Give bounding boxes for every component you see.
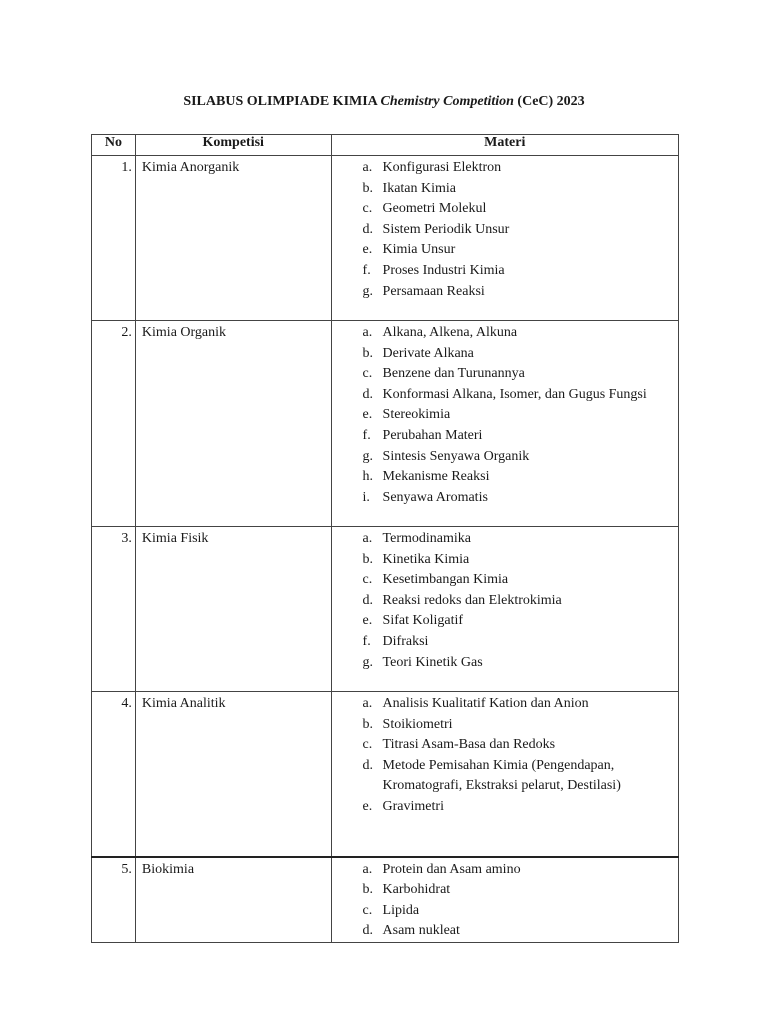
row-materi: [331, 156, 678, 321]
item-marker: b.: [362, 716, 374, 732]
list-item: [332, 199, 678, 220]
list-item: [332, 694, 678, 715]
list-item: [332, 488, 678, 509]
item-text: Sintesis Senyawa Organik: [382, 448, 530, 464]
item-text: Difraksi: [382, 633, 429, 649]
item-marker: d.: [362, 221, 374, 237]
table-header-row: [92, 135, 679, 156]
item-text: Geometri Molekul: [382, 201, 487, 217]
list-item: [332, 344, 678, 365]
row-materi: [331, 527, 678, 692]
item-text: Kinetika Kimia: [382, 551, 470, 567]
table-row: [92, 321, 679, 527]
list-item: [332, 632, 678, 653]
item-marker: g.: [362, 654, 374, 670]
item-text: Metode Pemisahan Kimia (Pengendapan, Kromatografi, Ekstraksi pelarut, Destilasi): [382, 757, 621, 794]
list-item: [332, 921, 678, 942]
table-row: [92, 156, 679, 321]
title-part-3: (CeC) 2023: [517, 94, 585, 109]
item-text: Asam nukleat: [382, 923, 460, 939]
item-marker: c.: [362, 902, 373, 918]
item-text: Stoikiometri: [382, 716, 453, 732]
item-text: Perubahan Materi: [382, 427, 483, 443]
list-item: [332, 364, 678, 385]
item-marker: a.: [362, 861, 373, 877]
item-text: Persamaan Reaksi: [382, 283, 485, 299]
item-marker: b.: [362, 551, 374, 567]
item-text: Alkana, Alkena, Alkuna: [382, 325, 518, 340]
item-marker: d.: [362, 386, 374, 402]
item-marker: a.: [362, 160, 373, 175]
item-marker: g.: [362, 448, 374, 464]
list-item: [332, 735, 678, 756]
item-marker: a.: [362, 531, 373, 546]
item-text: Reaksi redoks dan Elektrokimia: [382, 592, 562, 608]
row-kompetisi: Kimia Analitik: [135, 692, 331, 857]
item-marker: c.: [362, 572, 373, 588]
item-text: Derivate Alkana: [382, 345, 474, 361]
item-marker: f.: [362, 633, 371, 649]
item-text: Kimia Unsur: [382, 242, 456, 258]
row-kompetisi: Kimia Organik: [135, 321, 331, 527]
item-text: Stereokimia: [382, 407, 451, 423]
item-marker: a.: [362, 325, 373, 340]
item-text: Protein dan Asam amino: [382, 861, 521, 877]
table-row: [92, 527, 679, 692]
list-item: [332, 240, 678, 261]
row-kompetisi: Kimia Fisik: [135, 527, 331, 692]
row-no: 2.: [92, 321, 136, 527]
list-item: [332, 261, 678, 282]
list-item: [332, 447, 678, 468]
item-marker: c.: [362, 366, 373, 382]
item-marker: d.: [362, 923, 374, 939]
list-item: [332, 901, 678, 922]
item-marker: i.: [362, 489, 370, 505]
list-item: [332, 385, 678, 406]
item-text: Senyawa Aromatis: [382, 489, 488, 505]
item-marker: e.: [362, 407, 373, 423]
item-marker: e.: [362, 798, 373, 814]
item-marker: b.: [362, 345, 374, 361]
item-text: Kesetimbangan Kimia: [382, 572, 509, 588]
item-text: Sifat Koligatif: [382, 613, 464, 629]
table-row: [92, 692, 679, 857]
header-materi: Materi: [331, 135, 678, 156]
list-item: [332, 467, 678, 488]
row-kompetisi: Kimia Anorganik: [135, 156, 331, 321]
row-no: 1.: [92, 156, 136, 321]
list-item: [332, 282, 678, 303]
item-marker: a.: [362, 696, 373, 711]
list-item: [332, 860, 678, 881]
item-text: Konfigurasi Elektron: [382, 160, 502, 175]
item-marker: f.: [362, 427, 371, 443]
item-text: Ikatan Kimia: [382, 180, 457, 196]
row-materi: [331, 692, 678, 857]
item-marker: b.: [362, 882, 374, 898]
item-text: Termodinamika: [382, 531, 471, 546]
item-marker: e.: [362, 613, 373, 629]
item-text: Karbohidrat: [382, 882, 451, 898]
item-text: Analisis Kualitatif Kation dan Anion: [382, 696, 589, 711]
item-text: Teori Kinetik Gas: [382, 654, 483, 670]
item-marker: c.: [362, 201, 373, 217]
list-item: [332, 405, 678, 426]
item-text: Titrasi Asam-Basa dan Redoks: [382, 737, 556, 753]
item-text: Lipida: [382, 902, 420, 918]
row-materi: [331, 321, 678, 527]
list-item: [332, 611, 678, 632]
item-marker: h.: [362, 469, 374, 485]
list-item: [332, 426, 678, 447]
row-no: 4.: [92, 692, 136, 857]
list-item: [332, 323, 678, 344]
list-item: [332, 179, 678, 200]
item-text: Proses Industri Kimia: [382, 262, 505, 278]
header-no: No: [92, 135, 136, 156]
page-title: [0, 94, 768, 110]
list-item: [332, 220, 678, 241]
row-materi: [331, 857, 678, 943]
item-marker: d.: [362, 592, 374, 608]
list-item: [332, 756, 678, 797]
item-marker: b.: [362, 180, 374, 196]
row-no: 5.: [92, 857, 136, 943]
title-part-2: Chemistry Competition: [380, 94, 514, 109]
item-marker: g.: [362, 283, 374, 299]
list-item: [332, 880, 678, 901]
row-no: 3.: [92, 527, 136, 692]
item-marker: d.: [362, 757, 374, 773]
item-text: Benzene dan Turunannya: [382, 366, 525, 382]
item-text: Sistem Periodik Unsur: [382, 221, 510, 237]
item-text: Konformasi Alkana, Isomer, dan Gugus Fungsi: [382, 386, 647, 402]
item-marker: f.: [362, 262, 371, 278]
list-item: [332, 591, 678, 612]
list-item: [332, 715, 678, 736]
header-kompetisi: Kompetisi: [135, 135, 331, 156]
list-item: [332, 550, 678, 571]
syllabus-table: [91, 134, 679, 943]
list-item: [332, 797, 678, 818]
title-part-1: SILABUS OLIMPIADE KIMIA: [183, 94, 378, 109]
item-marker: e.: [362, 242, 373, 258]
list-item: [332, 653, 678, 674]
list-item: [332, 158, 678, 179]
list-item: [332, 570, 678, 591]
item-text: Gravimetri: [382, 798, 444, 814]
list-item: [332, 529, 678, 550]
item-marker: c.: [362, 737, 373, 753]
row-kompetisi: Biokimia: [135, 857, 331, 943]
table-row: [92, 857, 679, 943]
item-text: Mekanisme Reaksi: [382, 469, 490, 485]
